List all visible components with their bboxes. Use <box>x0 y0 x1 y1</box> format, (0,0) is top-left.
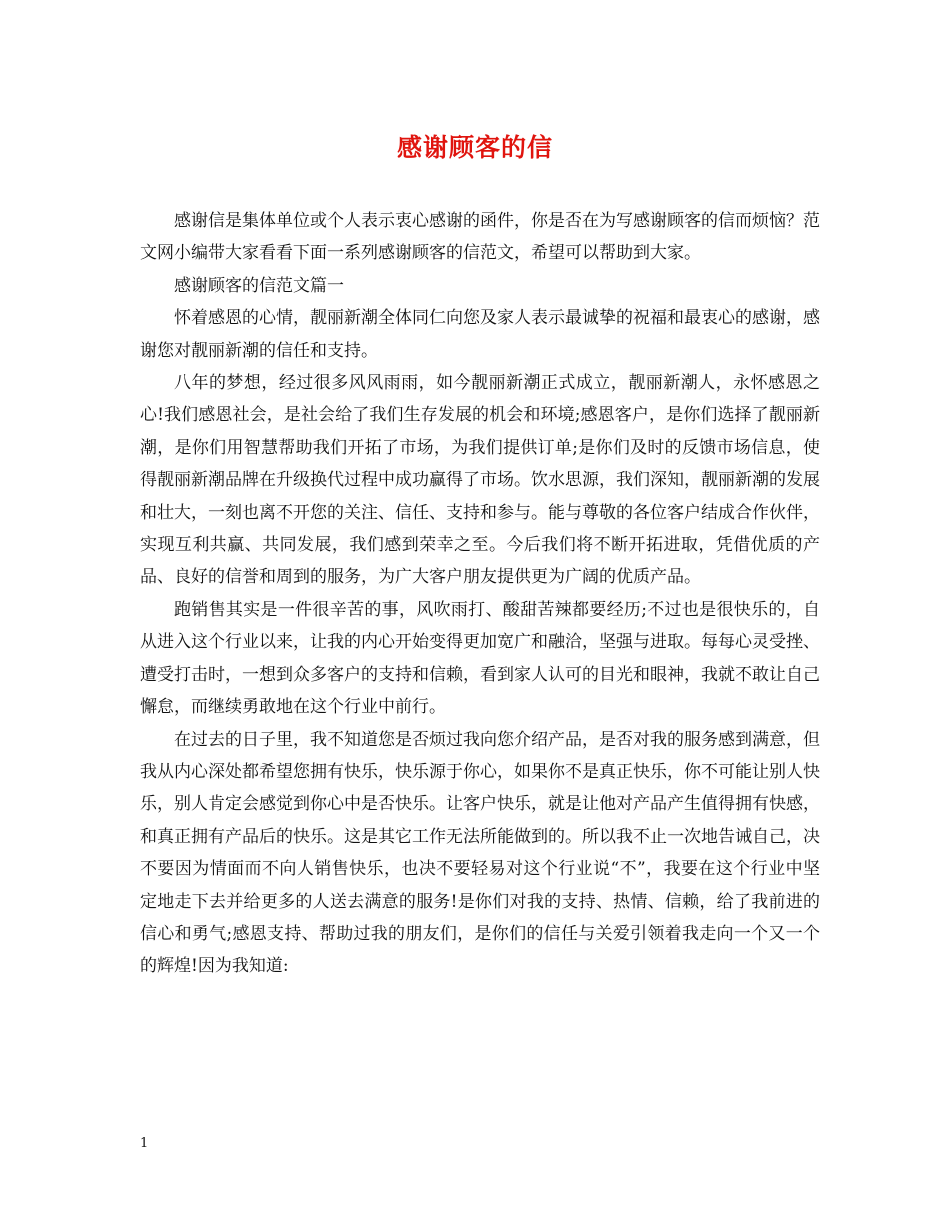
paragraph: 八年的梦想，经过很多风风雨雨，如今靓丽新潮正式成立，靓丽新潮人，永怀感恩之心!我们感恩社会，是社会给了我们生存发展的机会和环境;感恩客户，是你们选择了靓丽新潮，是你们用智慧帮助我们开拓了市场，为我们提供订单;是你们及时的反馈市场信息，使得靓丽新潮品牌在升级换代过程中成功赢得了市场。饮水思源，我们深知，靓丽新潮的发展和壮大，一刻也离不开您的关注、信任、支持和参与。能与尊敬的各位客户结成合作伙伴，实现互利共赢、共同发展，我们感到荣幸之至。今后我们将不断开拓进取，凭借优质的产品、良好的信誉和周到的服务，为广大客户朋友提供更为广阔的优质产品。 <box>140 373 820 588</box>
section-heading: 感谢顾客的信范文篇一 <box>174 275 344 296</box>
paragraph: 跑销售其实是一件很辛苦的事，风吹雨打、酸甜苦辣都要经历;不过也是很快乐的，自从进入这个行业以来，让我的内心开始变得更加宽广和融洽，坚强与进取。每每心灵受挫、遭受打击时，一想到众多客户的支持和信赖，看到家人认可的目光和眼神，我就不敢让自己懈怠，而继续勇敢地在这个行业中前行。 <box>140 599 820 718</box>
page-number: 1 <box>140 1136 149 1151</box>
paragraph: 在过去的日子里，我不知道您是否烦过我向您介绍产品，是否对我的服务感到满意，但我从内心深处都希望您拥有快乐，快乐源于你心，如果你不是真正快乐，你不可能让别人快乐，别人肯定会感觉到你心中是否快乐。让客户快乐，就是让他对产品产生值得拥有快感，和真正拥有产品后的快乐。这是其它工作无法所能做到的。所以我不止一次地告诫自己，决不要因为情面而不向人销售快乐，也决不要轻易对这个行业说“不”，我要在这个行业中坚定地走下去并给更多的人送去满意的服务!是你们对我的支持、热情、信赖，给了我前进的信心和勇气;感恩支持、帮助过我的朋友们，是你们的信任与关爱引领着我走向一个又一个的辉煌!因为我知道: <box>140 729 820 977</box>
paragraph-intro: 感谢信是集体单位或个人表示衷心感谢的函件，你是否在为写感谢顾客的信而烦恼？范文网小编带大家看看下面一系列感谢顾客的信范文，希望可以帮助到大家。 <box>140 211 820 264</box>
paragraph: 怀着感恩的心情，靓丽新潮全体同仁向您及家人表示最诚挚的祝福和最衷心的感谢，感谢您对靓丽新潮的信任和支持。 <box>140 308 820 361</box>
document-body <box>140 205 820 983</box>
document-title: 感谢顾客的信 <box>396 133 553 162</box>
